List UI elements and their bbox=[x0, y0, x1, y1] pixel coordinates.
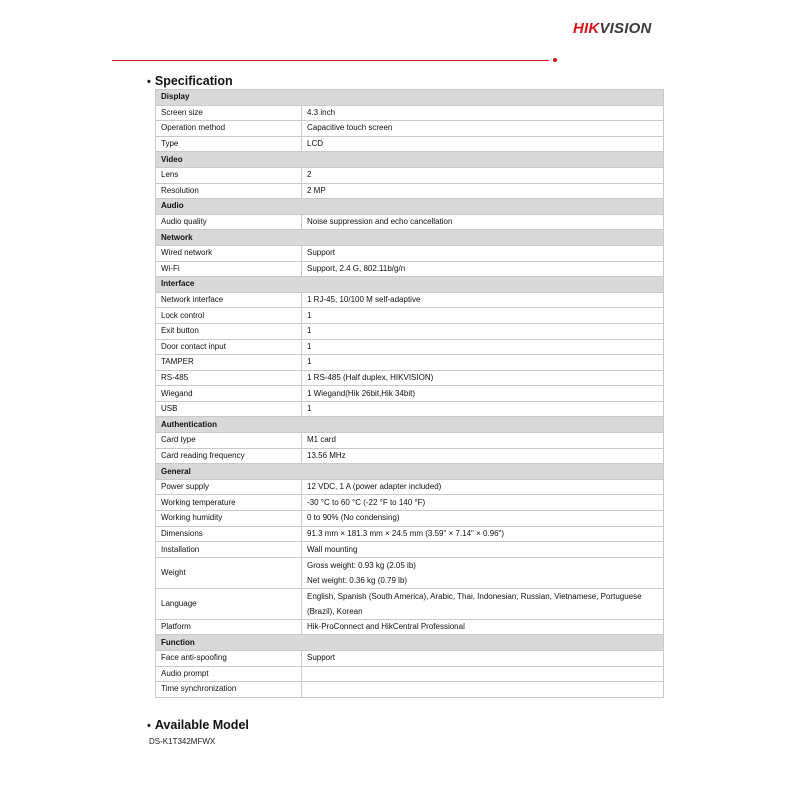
table-row bbox=[156, 401, 664, 417]
spec-value: Support bbox=[302, 245, 664, 261]
specification-heading-text: Specification bbox=[154, 74, 233, 88]
table-row bbox=[156, 542, 664, 558]
spec-value bbox=[302, 682, 664, 698]
spec-value: 4.3 inch bbox=[302, 105, 664, 121]
spec-value bbox=[302, 557, 664, 588]
spec-value: Capacitive touch screen bbox=[302, 121, 664, 137]
spec-value-line: Net weight: 0.36 kg (0.79 lb) bbox=[307, 575, 408, 585]
logo-text-dark: VISION bbox=[599, 20, 652, 37]
table-row bbox=[156, 355, 664, 371]
header-divider bbox=[112, 60, 549, 61]
spec-label: Card type bbox=[156, 433, 302, 449]
spec-label: Door contact input bbox=[156, 339, 302, 355]
spec-label: Power supply bbox=[156, 479, 302, 495]
table-row bbox=[156, 588, 664, 619]
spec-label: Operation method bbox=[156, 121, 302, 137]
table-row bbox=[156, 323, 664, 339]
specification-table bbox=[155, 89, 664, 698]
table-row bbox=[156, 214, 664, 230]
table-row bbox=[156, 245, 664, 261]
table-row bbox=[156, 136, 664, 152]
spec-value: 12 VDC, 1 A (power adapter included) bbox=[302, 479, 664, 495]
table-group-header bbox=[156, 199, 664, 215]
table-group-header bbox=[156, 464, 664, 480]
spec-value: -30 °C to 60 °C (-22 °F to 140 °F) bbox=[302, 495, 664, 511]
spec-label: TAMPER bbox=[156, 355, 302, 371]
table-row bbox=[156, 651, 664, 667]
group-title: Function bbox=[156, 635, 664, 651]
table-group-header bbox=[156, 277, 664, 293]
spec-label: Dimensions bbox=[156, 526, 302, 542]
spec-value: 1 bbox=[302, 308, 664, 324]
table-row bbox=[156, 433, 664, 449]
table-group-header bbox=[156, 417, 664, 433]
group-title: Network bbox=[156, 230, 664, 246]
table-row bbox=[156, 261, 664, 277]
spec-label: Platform bbox=[156, 619, 302, 635]
spec-label: Screen size bbox=[156, 105, 302, 121]
spec-value: LCD bbox=[302, 136, 664, 152]
spec-value bbox=[302, 666, 664, 682]
group-title: Display bbox=[156, 90, 664, 106]
table-row bbox=[156, 370, 664, 386]
spec-label: RS-485 bbox=[156, 370, 302, 386]
table-row bbox=[156, 308, 664, 324]
spec-value: 1 Wiegand(Hik 26bit,Hik 34bit) bbox=[302, 386, 664, 402]
table-row bbox=[156, 339, 664, 355]
group-title: Audio bbox=[156, 199, 664, 215]
spec-label: Card reading frequency bbox=[156, 448, 302, 464]
spec-value: Support bbox=[302, 651, 664, 667]
spec-label: Weight bbox=[156, 557, 302, 588]
table-group-header bbox=[156, 230, 664, 246]
table-group-header bbox=[156, 635, 664, 651]
table-group-header bbox=[156, 90, 664, 106]
spec-label: USB bbox=[156, 401, 302, 417]
spec-value: 0 to 90% (No condensing) bbox=[302, 511, 664, 527]
spec-label: Exit button bbox=[156, 323, 302, 339]
spec-value: 1 RJ-45, 10/100 M self-adaptive bbox=[302, 292, 664, 308]
spec-label: Resolution bbox=[156, 183, 302, 199]
spec-value: 2 bbox=[302, 167, 664, 183]
spec-label: Audio quality bbox=[156, 214, 302, 230]
spec-value: Wall mounting bbox=[302, 542, 664, 558]
spec-label: Time synchronization bbox=[156, 682, 302, 698]
spec-value: 1 RS-485 (Half duplex, HIKVISION) bbox=[302, 370, 664, 386]
bullet-icon: • bbox=[147, 720, 151, 732]
available-model-heading bbox=[147, 718, 249, 732]
spec-value: Support, 2.4 G, 802.11b/g/n bbox=[302, 261, 664, 277]
group-title: General bbox=[156, 464, 664, 480]
spec-label: Type bbox=[156, 136, 302, 152]
spec-value: 1 bbox=[302, 339, 664, 355]
table-row bbox=[156, 682, 664, 698]
header-divider-dot bbox=[553, 58, 557, 62]
table-row bbox=[156, 495, 664, 511]
spec-label: Audio prompt bbox=[156, 666, 302, 682]
spec-value: 1 bbox=[302, 323, 664, 339]
spec-label: Lock control bbox=[156, 308, 302, 324]
group-title: Video bbox=[156, 152, 664, 168]
specification-heading bbox=[147, 74, 233, 88]
spec-value: 91.3 mm × 181.3 mm × 24.5 mm (3.59" × 7.14" × 0.96") bbox=[302, 526, 664, 542]
table-row bbox=[156, 183, 664, 199]
hikvision-logo bbox=[573, 20, 651, 37]
spec-value: 2 MP bbox=[302, 183, 664, 199]
spec-label: Network interface bbox=[156, 292, 302, 308]
available-model-heading-text: Available Model bbox=[154, 718, 249, 732]
spec-label: Wired network bbox=[156, 245, 302, 261]
spec-label: Wi-Fi bbox=[156, 261, 302, 277]
spec-label: Face anti-spoofing bbox=[156, 651, 302, 667]
table-row bbox=[156, 167, 664, 183]
spec-label: Working humidity bbox=[156, 511, 302, 527]
table-row bbox=[156, 386, 664, 402]
spec-value: 1 bbox=[302, 355, 664, 371]
table-row bbox=[156, 511, 664, 527]
spec-label: Language bbox=[156, 588, 302, 619]
table-row bbox=[156, 619, 664, 635]
spec-value: 1 bbox=[302, 401, 664, 417]
table-row bbox=[156, 448, 664, 464]
table-row bbox=[156, 292, 664, 308]
group-title: Authentication bbox=[156, 417, 664, 433]
spec-value: Noise suppression and echo cancellation bbox=[302, 214, 664, 230]
table-row bbox=[156, 526, 664, 542]
spec-label: Lens bbox=[156, 167, 302, 183]
table-row bbox=[156, 666, 664, 682]
spec-value: M1 card bbox=[302, 433, 664, 449]
group-title: Interface bbox=[156, 277, 664, 293]
spec-value: 13.56 MHz bbox=[302, 448, 664, 464]
spec-value-line: Gross weight: 0.93 kg (2.05 lb) bbox=[307, 560, 416, 570]
spec-value: English, Spanish (South America), Arabic, Thai, Indonesian, Russian, Vietnamese, Portuguese (Brazil), Korean bbox=[302, 588, 664, 619]
logo-text-red: HIK bbox=[573, 20, 600, 37]
bullet-icon: • bbox=[147, 76, 151, 88]
model-code: DS-K1T342MFWX bbox=[149, 737, 216, 746]
table-row bbox=[156, 105, 664, 121]
table-group-header bbox=[156, 152, 664, 168]
spec-label: Wiegand bbox=[156, 386, 302, 402]
table-row bbox=[156, 121, 664, 137]
spec-value: Hik-ProConnect and HikCentral Professional bbox=[302, 619, 664, 635]
spec-label: Installation bbox=[156, 542, 302, 558]
table-row bbox=[156, 479, 664, 495]
spec-label: Working temperature bbox=[156, 495, 302, 511]
table-row bbox=[156, 557, 664, 588]
